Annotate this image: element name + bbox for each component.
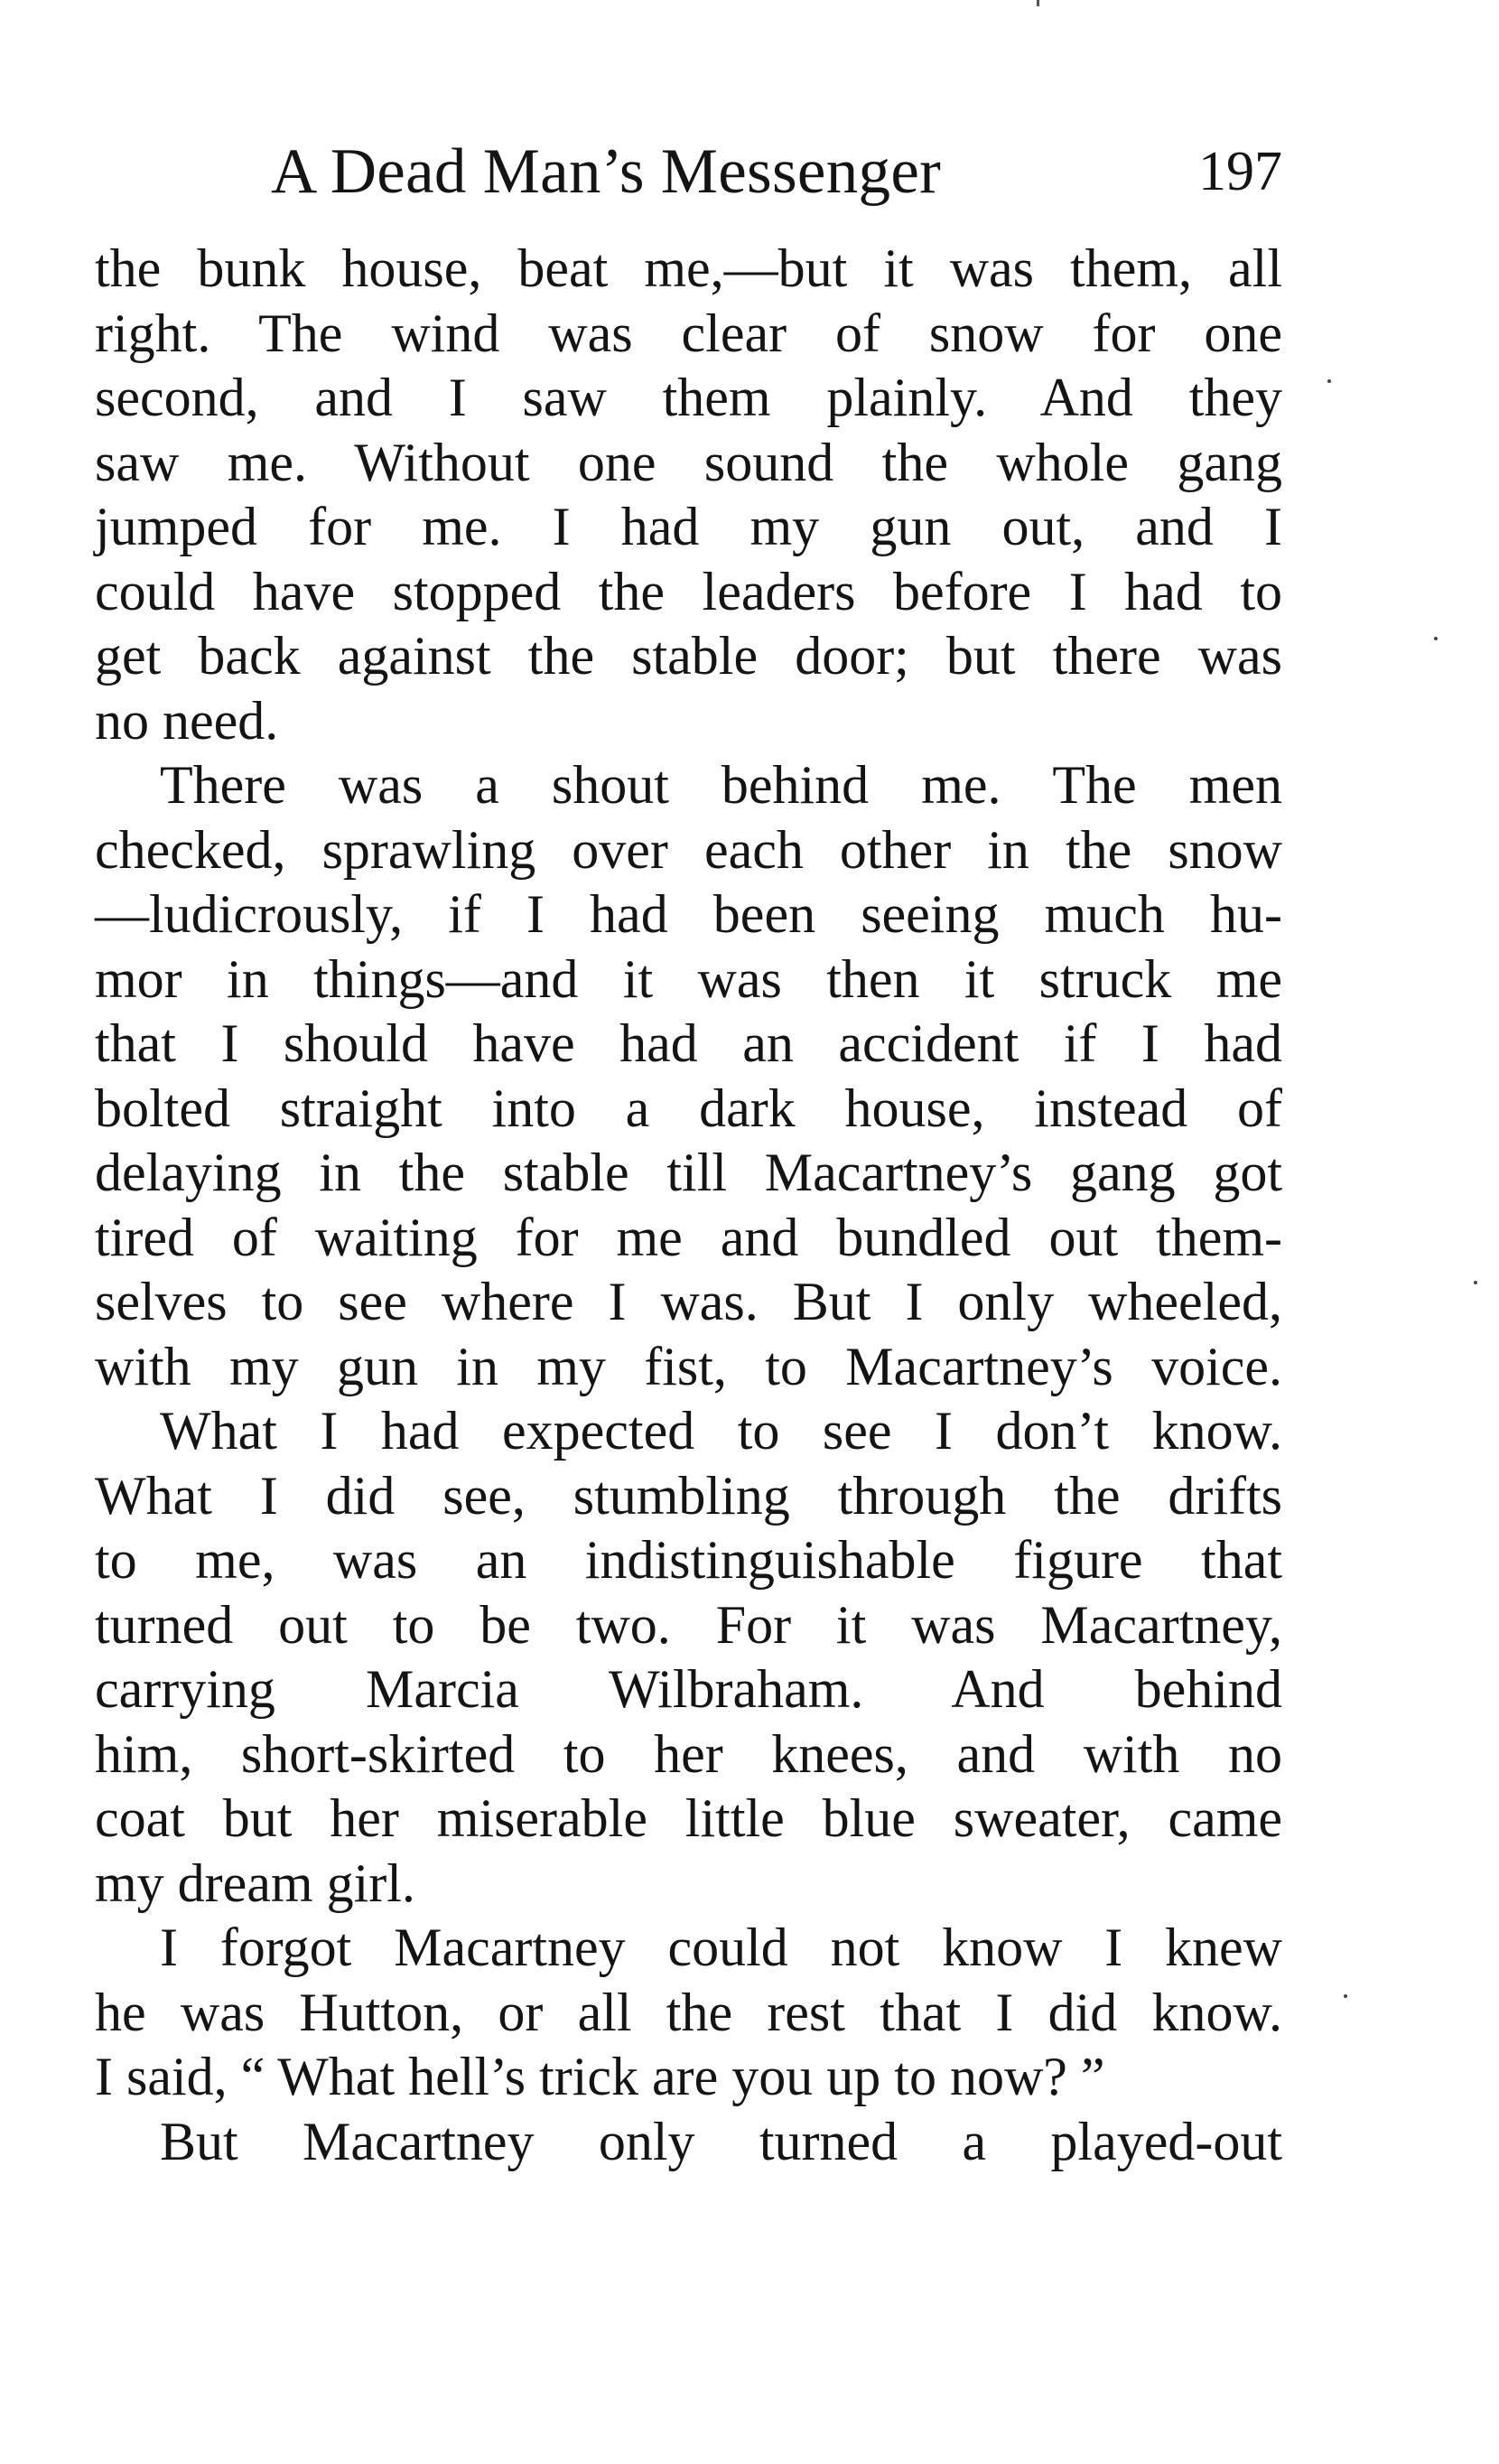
text-line: saw me. Without one sound the whole gang [95, 432, 1282, 492]
text-line: get back against the stable door; but there was [95, 626, 1282, 686]
text-line: him, short-skirted to her knees, and with no [95, 1723, 1282, 1784]
text-line: —ludicrously, if I had been seeing much hu- [95, 884, 1282, 944]
page-number: 197 [1198, 141, 1282, 202]
text-line: delaying in the stable till Macartney’s gang got [95, 1143, 1282, 1202]
print-speck [1327, 379, 1331, 383]
running-title: A Dead Man’s Messenger [271, 136, 942, 207]
text-line: that I should have had an accident if I had [95, 1013, 1282, 1073]
text-line: mor in things—and it was then it struck me [95, 948, 1282, 1009]
text-line: I said, “ What hell’s trick are you up to now? ” [95, 2047, 1105, 2106]
text-line: What I did see, stumbling through the drifts [95, 1465, 1282, 1526]
text-line: second, and I saw them plainly. And they [95, 368, 1282, 427]
text-line: with my gun in my fist, to Macartney’s voice. [95, 1336, 1282, 1396]
text-line: to me, was an indistinguishable figure that [95, 1530, 1282, 1590]
text-line: my dream girl. [95, 1853, 415, 1913]
text-line: bolted straight into a dark house, instead of [95, 1078, 1282, 1138]
paragraph-first-line: There was a shout behind me. The men [160, 755, 1282, 815]
running-head [271, 126, 1282, 217]
text-line: could have stopped the leaders before I had to [95, 561, 1282, 621]
print-speck [1474, 1281, 1477, 1284]
paragraph-first-line: I forgot Macartney could not know I knew [160, 1918, 1282, 1977]
paragraph-first-line: What I had expected to see I don’t know. [160, 1401, 1282, 1461]
text-line: turned out to be two. For it was Macartney, [95, 1594, 1282, 1655]
print-speck [1434, 637, 1438, 640]
paragraph-first-line: But Macartney only turned a played-out [160, 2111, 1282, 2171]
body-text [95, 237, 1282, 2174]
text-line: selves to see where I was. But I only wheeled, [95, 1272, 1282, 1331]
text-line: coat but her miserable little blue sweater, came [95, 1788, 1282, 1848]
text-line: the bunk house, beat me,—but it was them, all [95, 238, 1282, 298]
print-speck [1037, 0, 1039, 6]
text-line: no need. [95, 690, 279, 751]
text-line: jumped for me. I had my gun out, and I [95, 497, 1282, 556]
text-line: checked, sprawling over each other in the snow [95, 819, 1282, 880]
text-line: right. The wind was clear of snow for one [95, 303, 1282, 363]
print-speck [1344, 1994, 1347, 1998]
text-line: tired of waiting for me and bundled out them- [95, 1207, 1282, 1267]
text-line: he was Hutton, or all the rest that I did know. [95, 1982, 1282, 2042]
text-line: carrying Marcia Wilbraham. And behind [95, 1659, 1282, 1719]
